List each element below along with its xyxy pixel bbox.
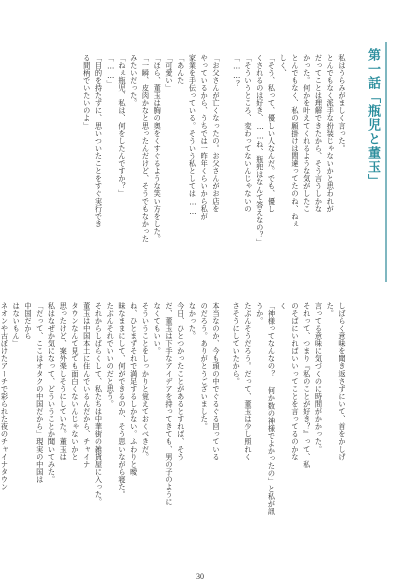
text-column: うか。 [255,302,265,325]
text-column: 昧なままにして、何ができるのか、そう思いながら寝た。 [118,302,127,499]
upper-text-block-right [224,54,348,266]
text-column: たぶんそれでいいのだと思う。 [106,302,116,408]
lower-text-block-left [0,302,222,564]
text-column: 家業を手伝っている。そういう私としては…… [188,54,198,217]
text-column: 「だって、ここはオタクの中国だから」現実の中国は [35,302,45,484]
text-column: やっているから、うちでは一昨年くらいから私が [200,54,210,221]
chapter-title: 第一話「瓶児と董玉」 [365,48,380,188]
text-column: 「そういうところ、変わってないんじゃないの [244,54,253,213]
text-column: たぶんそうだろう。だって、董玉は少し照れく [244,302,253,461]
text-column: みたいだった。 [129,54,139,107]
text-column: 言ってる意味に気づくのに時間がかかった。 [314,302,324,453]
text-column: さそうにしていたから。 [232,302,242,386]
text-column: はないもん」 [12,302,22,348]
text-column: それって、つまり『私のことが好き？』って、私 [302,302,312,469]
text-column: 私はうらみがましく言った。 [338,54,347,153]
text-column: なくてもいい。 [153,302,163,355]
heading-rule [385,42,387,282]
text-column: タウンなんて見ても面白くないんじゃないかと [71,302,80,461]
text-column: 董玉は中国本土に住んでいるんだから、チャイナ [82,302,92,469]
text-column: のだろう。ありがとうございました。 [200,302,210,431]
text-column: 中国だから [24,302,33,340]
text-column: だってことは理解できたから、そう言うしかな [314,54,324,213]
text-column: る間柄でいたいのよ」 [82,54,92,130]
text-column: かった。何かを叶えてくれるような気がしたこ [302,54,312,213]
text-column: 「……」 [106,54,116,88]
text-column: とんでもなく派手な扮装じゃないかと思われが [326,54,336,213]
text-column: 「ほら、董玉は胸の奥をくすぐるような笑い方をした。 [153,54,163,243]
text-column: 「そう、私って、優しい人なんだ。でも、優し [267,54,277,213]
lower-text-block-right [224,302,348,564]
text-column: のそばにいればいいってことを言ってるのかな [291,302,300,461]
text-column: だ、董玉は下手なアイデアを持ってきても、男の子のように [165,302,174,506]
upper-text-block-left [52,54,222,266]
text-column: くされるのは好き、……ね、瓶兜はなんて答えなの？」 [255,54,265,247]
chapter-heading [354,42,400,282]
text-column: それからしばらくして、私たちは中華街の雑貨屋に入った。 [94,302,104,506]
text-column: 「お父さんが亡くなったの。お父さんがお店を [212,54,221,213]
text-column: た。 [326,302,336,318]
page-number: 30 [196,572,204,581]
text-column: しく、 [279,54,289,77]
text-column: しばらく意味を聞き返さずにいて、首をかしげ [338,302,347,461]
text-column: そういうことをしっかりと覚えておくべきだ。 [141,302,151,461]
text-column: ね、ひとまずそれで満足するしかない。ふわりと曖 [129,302,139,476]
text-column: とんでもなく、私の願掛けは間違ってたのね、ねぇ [291,54,300,228]
text-column: く [279,302,289,310]
text-column: 私はなぜか気になって、どういうことか聞いてみた。 [47,302,57,484]
text-column: ネオンや古ぼけたアーチで彩られた夜のチャイナタウン [0,302,10,491]
text-column: 「可愛い」 [165,54,174,92]
text-column: 「神様ってなんなの？ 何か数の神様でよかったの」と私が訊 [267,302,277,516]
text-column: 思ったけど、案外楽しそうにしていた。董玉は [59,302,69,461]
text-column: なかった。 [188,302,198,340]
text-column: 「あんた [176,54,186,85]
text-column: 「目的を持たずに、思いついたことをすぐ実行でき [94,54,104,228]
text-column: 「ねぇ瓶児、私は、何をしたんですか？」 [118,54,127,198]
text-column: 「……？ [232,54,242,88]
text-column: 本当なのか、今も頭の中でぐるぐる回っている [212,302,221,461]
text-column: 「一瞬、皮肉かなと思ったんだけど、そうでもなかった [141,54,151,243]
text-column: 今日、ひとつかったことがあるとすれば、そう [176,302,186,461]
